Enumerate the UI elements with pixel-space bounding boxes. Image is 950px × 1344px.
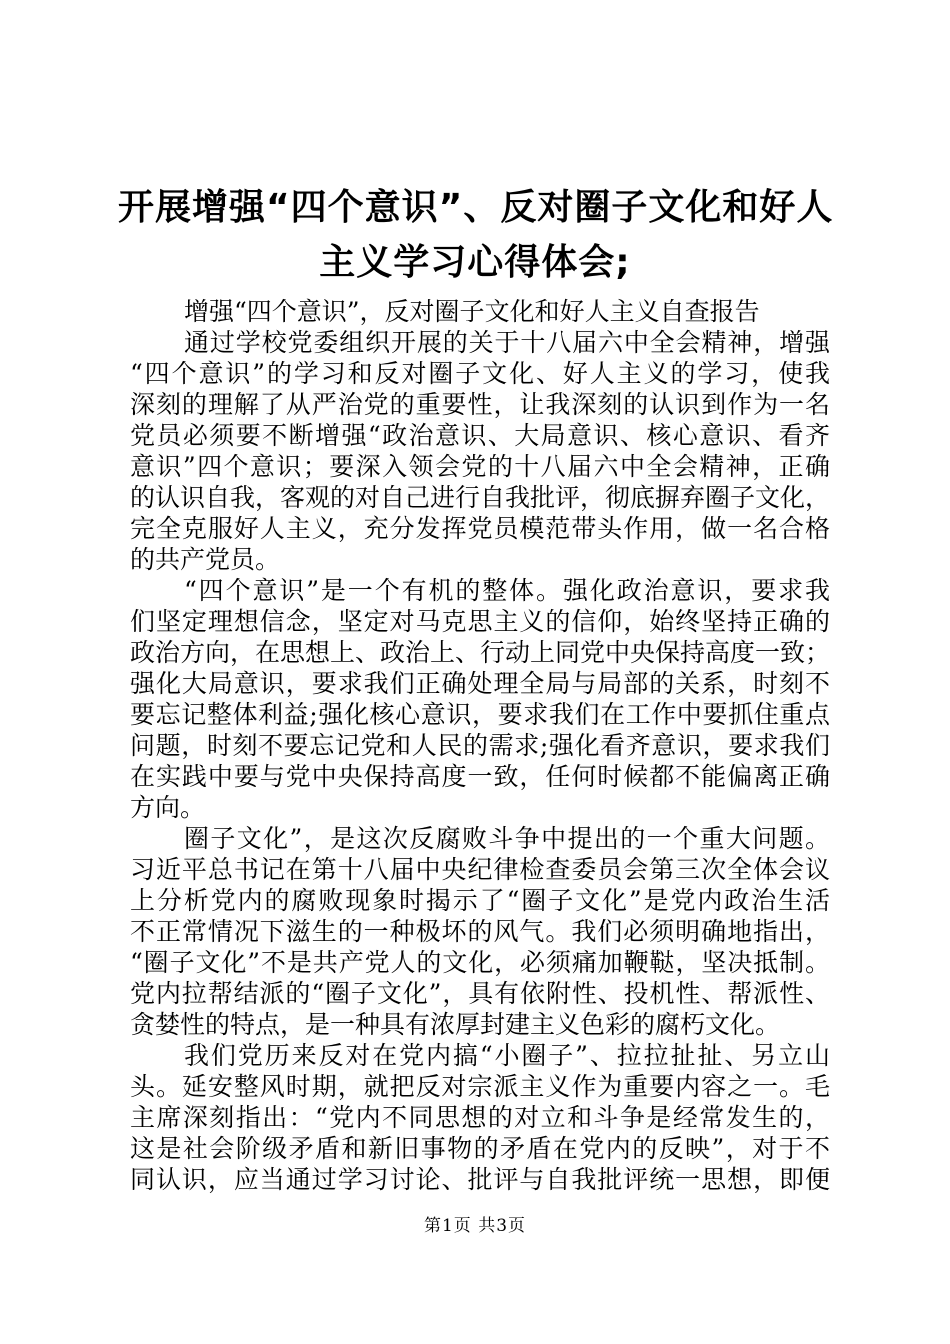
body-line: 们坚定理想信念，坚定对马克思主义的信仰，始终坚持正确的 <box>130 607 830 636</box>
body-line: 同认识，应当通过学习讨论、批评与自我批评统一思想，即便 <box>130 1165 830 1194</box>
body-line: 的共产党员。 <box>130 545 281 574</box>
page-footer: 第1页 共3页 <box>423 1216 527 1236</box>
body-line: 强化大局意识，要求我们正确处理全局与局部的关系，时刻不 <box>130 669 830 698</box>
body-line: “四个意识”是一个有机的整体。强化政治意识，要求我 <box>184 576 830 605</box>
body-line: 在实践中要与党中央保持高度一致，任何时候都不能偏离正确 <box>130 762 830 791</box>
body-line: 深刻的理解了从严治党的重要性，让我深刻的认识到作为一名 <box>130 390 830 419</box>
body-line: 问题，时刻不要忘记党和人民的需求;强化看齐意识，要求我们 <box>130 731 830 760</box>
body-line: 圈子文化”，是这次反腐败斗争中提出的一个重大问题。 <box>184 824 830 853</box>
document-title-line-1: 开展增强“四个意识”、反对圈子文化和好人 <box>118 187 834 228</box>
body-line: 方向。 <box>130 793 206 822</box>
body-line: 意识”四个意识；要深入领会党的十八届六中全会精神，正确 <box>130 452 830 481</box>
body-line: 增强“四个意识”，反对圈子文化和好人主义自查报告 <box>184 297 760 326</box>
body-line: 通过学校党委组织开展的关于十八届六中全会精神，增强 <box>184 328 830 357</box>
body-line: “四个意识”的学习和反对圈子文化、好人主义的学习，使我 <box>130 359 830 388</box>
body-line: 党内拉帮结派的“圈子文化”，具有依附性、投机性、帮派性、 <box>130 979 830 1008</box>
body-line: 的认识自我，客观的对自己进行自我批评，彻底摒弃圈子文化， <box>130 483 831 512</box>
body-line: 要忘记整体利益;强化核心意识，要求我们在工作中要抓住重点 <box>130 700 830 729</box>
body-line: 主席深刻指出：“党内不同思想的对立和斗争是经常发生的， <box>130 1103 830 1132</box>
body-line: 上分析党内的腐败现象时揭示了“圈子文化”是党内政治生活 <box>130 886 830 915</box>
document-title-line-2: 主义学习心得体会; <box>319 242 631 283</box>
body-line: 党员必须要不断增强“政治意识、大局意识、核心意识、看齐 <box>130 421 830 450</box>
body-line: 政治方向，在思想上、政治上、行动上同党中央保持高度一致； <box>130 638 831 667</box>
body-line: 习近平总书记在第十八届中央纪律检查委员会第三次全体会议 <box>130 855 830 884</box>
body-line: 不正常情况下滋生的一种极坏的风气。我们必须明确地指出， <box>130 917 830 946</box>
body-line: 头。延安整风时期，就把反对宗派主义作为重要内容之一。毛 <box>130 1072 830 1101</box>
body-line: 贪婪性的特点，是一种具有浓厚封建主义色彩的腐朽文化。 <box>130 1010 781 1039</box>
document-body <box>130 296 830 1195</box>
body-line: 完全克服好人主义，充分发挥党员模范带头作用，做一名合格 <box>130 514 830 543</box>
body-line: 我们党历来反对在党内搞“小圈子”、拉拉扯扯、另立山 <box>184 1041 830 1070</box>
body-line: “圈子文化”不是共产党人的文化，必须痛加鞭鞑，坚决抵制。 <box>130 948 830 977</box>
body-line: 这是社会阶级矛盾和新旧事物的矛盾在党内的反映”，对于不 <box>130 1134 830 1163</box>
